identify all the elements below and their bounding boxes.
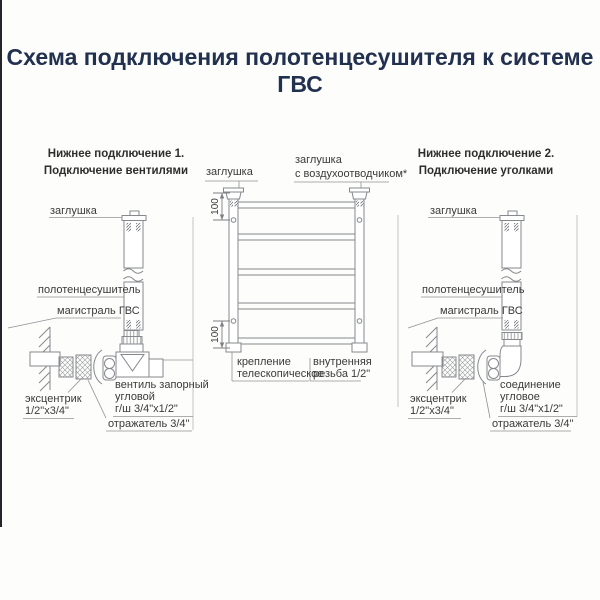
left-union-nut [103,356,116,380]
right-reflector-dome [478,350,486,384]
left-diagram [30,211,163,391]
right-label-reflector: отражатель 3/4" [492,418,574,430]
dimension-bottom-value: 100 [210,326,221,343]
mount-hole [231,319,236,324]
left-label-main-line: магистраль ГВС [57,305,140,317]
left-label-reflector: отражатель 3/4" [108,418,190,430]
mount-hole [231,218,236,223]
center-dimensions [213,193,230,348]
center-label-thread-1: внутренняя [313,356,372,368]
right-hot-water-pipe [412,352,443,366]
mount-hole [357,218,362,223]
left-label-cap: заглушка [50,205,97,217]
center-label-cap: заглушка [206,166,253,178]
left-angle-valve [116,331,163,378]
page-title: Схема подключения полотенцесушителя к системе ГВС [6,44,594,97]
right-label-corner-3: г/ш 3/4"х1/2" [500,403,563,415]
pipe-break-mark [502,269,522,274]
left-label-eccentric-2: 1/2"х3/4" [25,405,69,417]
left-label-valve-3: г/ш 3/4"х1/2" [115,403,178,415]
center-label-airvent-2: с воздухоотводчиком* [295,168,408,180]
center-right-riser [350,188,370,352]
left-eccentric-fitting [59,357,73,377]
right-eccentric-nut [459,355,474,379]
right-union-nut [487,356,500,380]
center-rungs [238,202,355,344]
center-label-mount-2: телескопическое [237,368,324,380]
left-label-towel-rail: полотенцесушитель [38,284,141,296]
center-diagram [224,188,370,352]
center-label-airvent-1: заглушка [295,154,342,166]
left-section-title-line2: Подключение вентилями [43,165,189,177]
right-label-cap: заглушка [430,205,477,217]
left-section-title-line1: Нижнее подключение 1. [47,148,185,160]
center-label-mount-1: крепление [237,356,291,368]
left-valve-handle [149,359,163,377]
right-eccentric-fitting [442,357,456,377]
right-corner-elbow [500,333,522,377]
right-section-title-line2: Подключение уголками [418,165,554,177]
right-label-corner-2: угловое [500,391,540,403]
right-section-title-line1: Нижнее подключение 2. [417,148,555,160]
dimension-top-value: 100 [210,198,221,215]
right-diagram [412,211,524,391]
center-left-riser [224,188,244,352]
pipe-break-mark [124,269,144,274]
left-eccentric-nut [76,355,91,379]
center-label-thread-2: резьба 1/2" [313,368,371,380]
right-label-eccentric-2: 1/2"х3/4" [410,405,454,417]
left-label-valve-1: вентиль запорный [115,379,209,391]
right-label-eccentric-1: эксцентрик [410,393,467,405]
right-label-corner-1: соединение [500,379,561,391]
left-reflector-dome [94,350,102,384]
left-label-valve-2: угловой [115,391,155,403]
right-label-main-line: магистраль ГВС [440,305,523,317]
mount-hole [357,319,362,324]
right-label-towel-rail: полотенцесушитель [422,284,525,296]
left-label-eccentric-1: эксцентрик [25,393,82,405]
left-hot-water-pipe [30,352,60,366]
